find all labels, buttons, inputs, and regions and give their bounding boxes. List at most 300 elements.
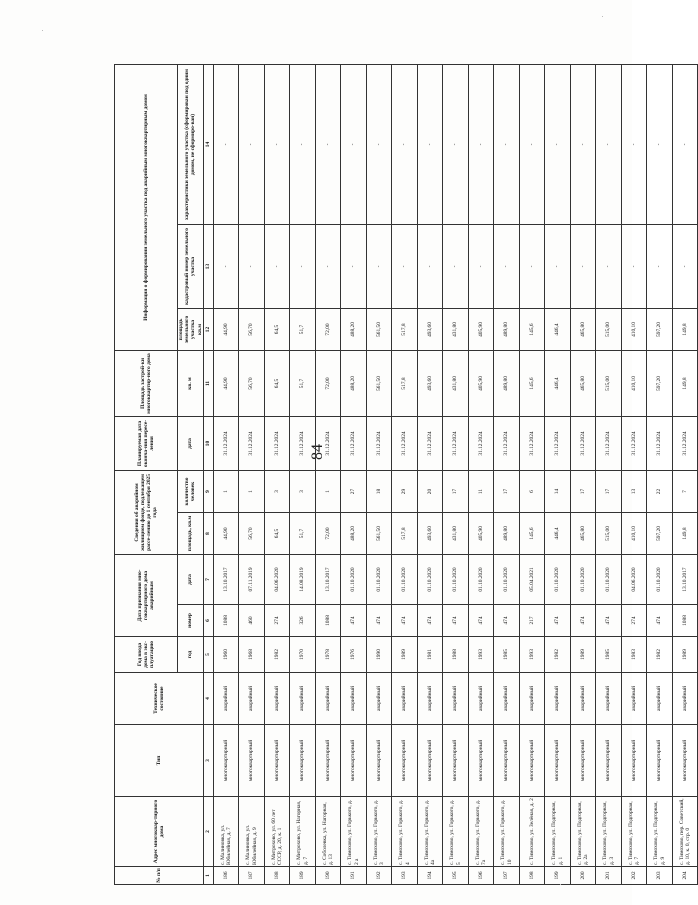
column-number: 5: [203, 637, 213, 673]
row-decision-date: 01.10.2020: [341, 555, 367, 605]
column-number: 10: [203, 416, 213, 470]
row-land-characteristics: -: [290, 64, 316, 224]
row-address: с. Митрохово, ул. Нагорная, д. 7: [290, 797, 316, 867]
header-year-group: Год ввода дома в экс-плуатацию: [115, 637, 178, 673]
row-tech-state: аварийный: [672, 673, 698, 725]
row-tech-state: аварийный: [468, 673, 494, 725]
row-emergency-area: 149,8: [672, 513, 698, 555]
header-year: год: [178, 637, 204, 673]
row-year: 1982: [647, 637, 673, 673]
row-emergency-area: 51,7: [290, 513, 316, 555]
row-built-area: 561,50: [366, 350, 392, 416]
header-built-area: Площадь застрой-ки многоквартир-ного дома: [115, 350, 178, 416]
row-type: многоквартирный: [494, 725, 520, 797]
row-people-count: 1: [239, 470, 265, 512]
table-row: [468, 64, 494, 884]
row-decision-number: 474: [468, 605, 494, 637]
row-land-characteristics: -: [621, 64, 647, 224]
row-land-area: 517,8: [392, 308, 418, 350]
row-people-count: 17: [596, 470, 622, 512]
header-plan-group: Планируемая дата оконча-ния пересе-ления: [115, 416, 178, 470]
row-built-area: 493,60: [417, 350, 443, 416]
row-built-area: 446,4: [545, 350, 571, 416]
row-plan-date: 31.12.2024: [290, 416, 316, 470]
row-year: 1988: [443, 637, 469, 673]
row-land-area: 72,00: [315, 308, 341, 350]
table-row: [519, 64, 545, 884]
row-address: с. Тимохово, ул. Подгорная, д. 3: [596, 797, 622, 867]
row-people-count: 27: [341, 470, 367, 512]
row-plan-date: 31.12.2024: [494, 416, 520, 470]
row-decision-date: 01.10.2020: [468, 555, 494, 605]
row-cadastral-number: -: [392, 224, 418, 308]
column-number: 11: [203, 350, 213, 416]
row-decision-number: 326: [290, 605, 316, 637]
row-tech-state: аварийный: [264, 673, 290, 725]
row-emergency-area: 446,4: [545, 513, 571, 555]
row-people-count: 11: [468, 470, 494, 512]
header-recog-date: дата: [178, 555, 204, 605]
row-emergency-area: 405,90: [468, 513, 494, 555]
row-people-count: 29: [392, 470, 418, 512]
row-address: с. Тимохово, ул. Горького, д. 2 а: [341, 797, 367, 867]
row-decision-number: 460: [239, 605, 265, 637]
row-cadastral-number: -: [213, 224, 239, 308]
column-number: 4: [203, 673, 213, 725]
row-type: многоквартирный: [570, 725, 596, 797]
row-address: с. Малиновка, ул. Юбилейная, д. 7: [213, 797, 239, 867]
row-type: многоквартирный: [239, 725, 265, 797]
row-decision-number: 474: [494, 605, 520, 637]
row-cadastral-number: -: [264, 224, 290, 308]
row-address: с. Тимохово, ул. Подгорная, д. 2а: [570, 797, 596, 867]
row-year: 1968: [239, 637, 265, 673]
row-decision-date: 07.11.2019: [239, 555, 265, 605]
row-address: с. Тимохово, ул. Горького, д. 7а: [468, 797, 494, 867]
row-people-count: 18: [366, 470, 392, 512]
row-year: 1989: [392, 637, 418, 673]
row-decision-date: 13.10.2017: [213, 555, 239, 605]
row-type: многоквартирный: [392, 725, 418, 797]
column-number: 2: [203, 797, 213, 867]
row-type: многоквартирный: [545, 725, 571, 797]
header-emergency-group: Сведения об аварийном жилищном фонде, подлежащем рассе-лению до 1 сентября 2025 года: [115, 470, 178, 554]
row-type: многоквартирный: [366, 725, 392, 797]
row-emergency-area: 493,60: [417, 513, 443, 555]
row-tech-state: аварийный: [596, 673, 622, 725]
row-plan-date: 31.12.2024: [545, 416, 571, 470]
row-people-count: 6: [519, 470, 545, 512]
row-land-characteristics: -: [494, 64, 520, 224]
row-year: 1989: [570, 637, 596, 673]
row-plan-date: 31.12.2024: [443, 416, 469, 470]
row-number: 202: [621, 867, 647, 885]
table-row: [545, 64, 571, 884]
column-number: 1: [203, 867, 213, 885]
row-people-count: 1: [315, 470, 341, 512]
table-row: [315, 64, 341, 884]
row-land-characteristics: -: [239, 64, 265, 224]
header-num: № п/п: [115, 867, 204, 885]
row-number: 188: [264, 867, 290, 885]
scan-speck: [602, 16, 603, 17]
row-year: 1970: [290, 637, 316, 673]
row-land-characteristics: -: [468, 64, 494, 224]
row-built-area: 517,8: [392, 350, 418, 416]
row-land-area: 431,80: [443, 308, 469, 350]
row-decision-date: 01.10.2020: [494, 555, 520, 605]
page-number: 84: [309, 444, 326, 460]
row-address: с. Малиновка, ул. Юбилейная, д. 9: [239, 797, 265, 867]
column-number: 9: [203, 470, 213, 512]
row-year: 1982: [264, 637, 290, 673]
row-cadastral-number: -: [366, 224, 392, 308]
row-people-count: 7: [672, 470, 698, 512]
row-cadastral-number: -: [570, 224, 596, 308]
row-cadastral-number: -: [596, 224, 622, 308]
table-row: [213, 64, 239, 884]
row-decision-date: 05.04.2021: [519, 555, 545, 605]
row-land-characteristics: -: [647, 64, 673, 224]
row-decision-number: 474: [647, 605, 673, 637]
column-number: 14: [203, 64, 213, 224]
row-tech-state: аварийный: [443, 673, 469, 725]
row-plan-date: 31.12.2024: [213, 416, 239, 470]
row-plan-date: 31.12.2024: [315, 416, 341, 470]
row-address: с. Тимохово, ул. Подгорная, д. 7: [621, 797, 647, 867]
row-land-area: 446,4: [545, 308, 571, 350]
row-emergency-area: 488,20: [341, 513, 367, 555]
row-built-area: 405,90: [468, 350, 494, 416]
row-year: 1993: [468, 637, 494, 673]
row-built-area: 489,80: [494, 350, 520, 416]
row-type: многоквартирный: [341, 725, 367, 797]
row-number: 193: [392, 867, 418, 885]
row-number: 203: [647, 867, 673, 885]
row-year: 1978: [315, 637, 341, 673]
row-land-area: 493,60: [417, 308, 443, 350]
row-type: многоквартирный: [213, 725, 239, 797]
row-address: с. Тимохово, ул. Зелёная, д. 2: [519, 797, 545, 867]
row-land-characteristics: -: [417, 64, 443, 224]
row-emergency-area: 64,5: [264, 513, 290, 555]
row-decision-date: 04.06.2020: [264, 555, 290, 605]
row-land-area: 145,6: [519, 308, 545, 350]
row-number: 197: [494, 867, 520, 885]
row-type: многоквартирный: [264, 725, 290, 797]
row-type: многоквартирный: [417, 725, 443, 797]
row-cadastral-number: -: [315, 224, 341, 308]
header-land-area: площадь земельного участка кв.м: [178, 308, 204, 350]
row-land-area: 597,20: [647, 308, 673, 350]
row-built-area: 465,80: [570, 350, 596, 416]
row-people-count: 13: [621, 470, 647, 512]
row-land-characteristics: -: [366, 64, 392, 224]
row-decision-number: 474: [443, 605, 469, 637]
table-row: [290, 64, 316, 884]
row-cadastral-number: -: [290, 224, 316, 308]
row-tech-state: аварийный: [519, 673, 545, 725]
row-built-area: 51,7: [290, 350, 316, 416]
header-type: Тип: [115, 725, 204, 797]
row-land-area: 51,7: [290, 308, 316, 350]
row-plan-date: 31.12.2024: [621, 416, 647, 470]
table-row: [443, 64, 469, 884]
row-cadastral-number: -: [647, 224, 673, 308]
row-cadastral-number: -: [341, 224, 367, 308]
row-built-area: 515,00: [596, 350, 622, 416]
row-number: 194: [417, 867, 443, 885]
column-number: 12: [203, 308, 213, 350]
row-built-area: 149,8: [672, 350, 698, 416]
row-land-characteristics: -: [672, 64, 698, 224]
row-number: 186: [213, 867, 239, 885]
row-land-characteristics: -: [392, 64, 418, 224]
row-year: 1985: [596, 637, 622, 673]
column-number: 8: [203, 513, 213, 555]
row-decision-number: 474: [366, 605, 392, 637]
row-decision-date: 01.10.2020: [392, 555, 418, 605]
row-tech-state: аварийный: [315, 673, 341, 725]
row-decision-number: 1088: [315, 605, 341, 637]
row-people-count: 17: [570, 470, 596, 512]
row-plan-date: 31.12.2024: [264, 416, 290, 470]
row-built-area: 64,5: [264, 350, 290, 416]
row-plan-date: 31.12.2024: [417, 416, 443, 470]
row-tech-state: аварийный: [213, 673, 239, 725]
row-emergency-area: 561,50: [366, 513, 392, 555]
row-plan-date: 31.12.2024: [672, 416, 698, 470]
header-land-group: Информация о формировании земельного участка под аварийным многоквартирным домом: [115, 64, 178, 350]
row-emergency-area: 431,80: [443, 513, 469, 555]
row-land-characteristics: -: [264, 64, 290, 224]
row-decision-number: 474: [596, 605, 622, 637]
row-type: многоквартирный: [443, 725, 469, 797]
row-plan-date: 31.12.2024: [366, 416, 392, 470]
row-land-characteristics: -: [596, 64, 622, 224]
header-built-unit: кв. м: [178, 350, 204, 416]
row-address: с. Тимохово, ул. Горького, д. 3: [366, 797, 392, 867]
row-emergency-area: 410,10: [621, 513, 647, 555]
row-decision-date: 01.10.2020: [647, 555, 673, 605]
row-emergency-area: 145,6: [519, 513, 545, 555]
row-year: 1993: [519, 637, 545, 673]
row-emergency-area: 44,90: [213, 513, 239, 555]
row-land-characteristics: -: [545, 64, 571, 224]
table-row: [621, 64, 647, 884]
row-decision-number: 474: [341, 605, 367, 637]
row-land-area: 489,80: [494, 308, 520, 350]
column-number: 7: [203, 555, 213, 605]
table-row: [647, 64, 673, 884]
row-plan-date: 31.12.2024: [570, 416, 596, 470]
row-people-count: 3: [264, 470, 290, 512]
row-decision-date: 13.10.2017: [315, 555, 341, 605]
row-plan-date: 31.12.2024: [341, 416, 367, 470]
row-decision-date: 14.08.2019: [290, 555, 316, 605]
column-number-row: [203, 64, 213, 884]
row-built-area: 56,70: [239, 350, 265, 416]
header-recog-num: номер: [178, 605, 204, 637]
table-row: [494, 64, 520, 884]
row-tech-state: аварийный: [417, 673, 443, 725]
row-tech-state: аварийный: [341, 673, 367, 725]
row-address: с. Тимохово, ул. Горького, д. 4: [392, 797, 418, 867]
rotated-table-container: [114, 65, 692, 885]
row-type: многоквартирный: [647, 725, 673, 797]
row-tech-state: аварийный: [392, 673, 418, 725]
row-decision-date: 01.10.2020: [570, 555, 596, 605]
row-land-area: 410,10: [621, 308, 647, 350]
row-type: многоквартирный: [468, 725, 494, 797]
row-year: 1982: [545, 637, 571, 673]
row-year: 1960: [213, 637, 239, 673]
header-tech-state: Техническое состояние: [115, 673, 204, 725]
row-emergency-area: 489,80: [494, 513, 520, 555]
row-plan-date: 31.12.2024: [647, 416, 673, 470]
row-emergency-area: 597,20: [647, 513, 673, 555]
row-address: с. Тимохово, ул. Горького, д. 4а: [417, 797, 443, 867]
row-plan-date: 31.12.2024: [596, 416, 622, 470]
row-people-count: 17: [494, 470, 520, 512]
row-decision-number: 1088: [672, 605, 698, 637]
row-decision-date: 01.10.2020: [443, 555, 469, 605]
row-year: 1981: [417, 637, 443, 673]
row-decision-date: 01.10.2020: [596, 555, 622, 605]
row-type: многоквартирный: [621, 725, 647, 797]
row-tech-state: аварийный: [366, 673, 392, 725]
row-address: с. Тимохово, ул. Горького, д. 10: [494, 797, 520, 867]
row-decision-number: 474: [545, 605, 571, 637]
header-plan-date: дата: [178, 416, 204, 470]
header-land-char: характеристики земельного участка (сформирован под одним домом, не сформиро-ван): [178, 64, 204, 224]
row-tech-state: аварийный: [545, 673, 571, 725]
row-number: 191: [341, 867, 367, 885]
row-type: многоквартирный: [519, 725, 545, 797]
row-tech-state: аварийный: [647, 673, 673, 725]
row-decision-number: 217: [519, 605, 545, 637]
row-land-characteristics: -: [213, 64, 239, 224]
row-built-area: 597,20: [647, 350, 673, 416]
row-land-characteristics: -: [341, 64, 367, 224]
row-address: с. Тимохово, ул. Горького, д. 5: [443, 797, 469, 867]
table-row: [392, 64, 418, 884]
row-decision-number: 474: [392, 605, 418, 637]
row-decision-number: 274: [621, 605, 647, 637]
table-row: [239, 64, 265, 884]
row-number: 187: [239, 867, 265, 885]
row-land-area: 561,50: [366, 308, 392, 350]
row-type: многоквартирный: [672, 725, 698, 797]
table-row: [417, 64, 443, 884]
row-cadastral-number: -: [417, 224, 443, 308]
row-land-area: 465,80: [570, 308, 596, 350]
row-emergency-area: 56,70: [239, 513, 265, 555]
row-cadastral-number: -: [494, 224, 520, 308]
row-decision-date: 01.10.2020: [366, 555, 392, 605]
row-plan-date: 31.12.2024: [468, 416, 494, 470]
table-row: [341, 64, 367, 884]
row-tech-state: аварийный: [239, 673, 265, 725]
row-number: 198: [519, 867, 545, 885]
header-emerg-people: количество человек: [178, 470, 204, 512]
row-built-area: 145,6: [519, 350, 545, 416]
row-tech-state: аварийный: [621, 673, 647, 725]
row-cadastral-number: -: [545, 224, 571, 308]
row-year: 1983: [621, 637, 647, 673]
row-number: 195: [443, 867, 469, 885]
row-tech-state: аварийный: [570, 673, 596, 725]
row-people-count: 22: [647, 470, 673, 512]
row-number: 200: [570, 867, 596, 885]
table-row: [366, 64, 392, 884]
row-decision-number: 474: [570, 605, 596, 637]
row-emergency-area: 72,00: [315, 513, 341, 555]
row-people-count: 3: [290, 470, 316, 512]
row-number: 189: [290, 867, 316, 885]
row-number: 196: [468, 867, 494, 885]
row-address: с. Митрохово, ул. 60 лет СССР, д. 20, к. 1: [264, 797, 290, 867]
row-built-area: 431,80: [443, 350, 469, 416]
table-body: [213, 64, 698, 884]
row-people-count: 20: [417, 470, 443, 512]
header-land-cad: кадастровый номер земельного участка: [178, 224, 204, 308]
row-land-area: 44,90: [213, 308, 239, 350]
row-type: многоквартирный: [315, 725, 341, 797]
scan-speck: [42, 30, 43, 31]
table-row: [570, 64, 596, 884]
row-emergency-area: 515,00: [596, 513, 622, 555]
row-land-area: 56,70: [239, 308, 265, 350]
row-land-characteristics: -: [519, 64, 545, 224]
scan-speck: [560, 884, 561, 885]
row-decision-date: 01.10.2020: [417, 555, 443, 605]
header-address: Адрес многоквар-тирного дома: [115, 797, 204, 867]
row-cadastral-number: -: [468, 224, 494, 308]
row-built-area: 488,20: [341, 350, 367, 416]
row-year: 1985: [494, 637, 520, 673]
row-land-characteristics: -: [443, 64, 469, 224]
emergency-housing-table: [114, 64, 698, 885]
row-tech-state: аварийный: [494, 673, 520, 725]
table-row: [264, 64, 290, 884]
row-cadastral-number: -: [672, 224, 698, 308]
row-decision-number: 274: [264, 605, 290, 637]
row-built-area: 72,00: [315, 350, 341, 416]
row-land-area: 149,8: [672, 308, 698, 350]
row-cadastral-number: -: [239, 224, 265, 308]
row-land-area: 405,90: [468, 308, 494, 350]
header-emerg-area: площадь, кв.м: [178, 513, 204, 555]
row-address: с. Тимохово, ул. Подгорная, д. 1: [545, 797, 571, 867]
row-address: с. Соболевка, ул. Нагорная, д. 13: [315, 797, 341, 867]
row-people-count: 17: [443, 470, 469, 512]
row-number: 201: [596, 867, 622, 885]
row-tech-state: аварийный: [290, 673, 316, 725]
column-number: 13: [203, 224, 213, 308]
row-address: с. Тимохово, пер. Советский, д. 10, к. 0, стр. 0: [672, 797, 698, 867]
row-number: 199: [545, 867, 571, 885]
row-year: 1990: [366, 637, 392, 673]
row-year: 1989: [672, 637, 698, 673]
row-cadastral-number: -: [519, 224, 545, 308]
row-emergency-area: 517,8: [392, 513, 418, 555]
row-type: многоквартирный: [290, 725, 316, 797]
row-people-count: 1: [213, 470, 239, 512]
row-land-area: 64,5: [264, 308, 290, 350]
row-number: 190: [315, 867, 341, 885]
row-emergency-area: 465,80: [570, 513, 596, 555]
